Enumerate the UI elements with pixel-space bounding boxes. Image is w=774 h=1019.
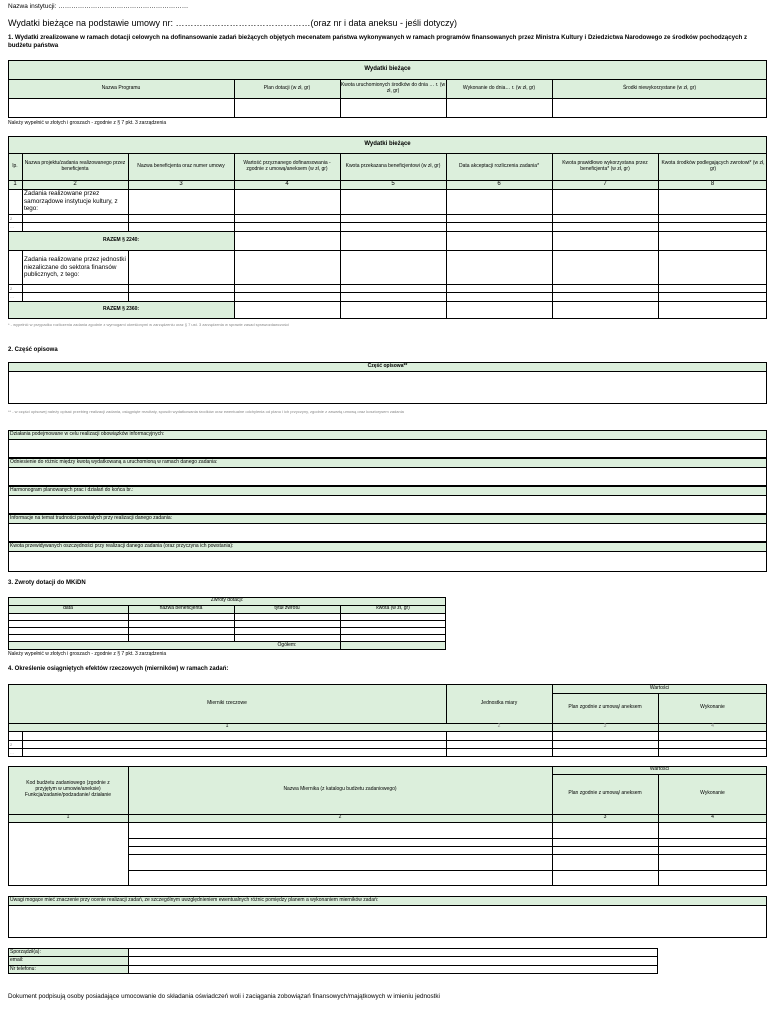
section-4-heading: 4. Określenie osiągniętych efektów rzeczowych (mierników) w ramach zadań:	[8, 666, 229, 672]
sum-2240-label: RAZEM § 2240:	[102, 236, 140, 243]
row-mark: 2	[10, 216, 13, 221]
col-to-return: Kwota środków podlegających zwrotowi* (w zł, gr)	[661, 159, 765, 172]
row-mark: 2	[10, 286, 13, 291]
col-granted: Wartość przyznanego dofinansowania - zgodnie z umową/aneksem (w zł, gr)	[243, 159, 331, 172]
col-num-8: 8	[710, 181, 715, 188]
refunds-title: Zwroty dotacji:	[210, 597, 244, 604]
table-1-title: Wydatki bieżące	[364, 66, 411, 73]
budget-values-header: Wartości	[649, 766, 670, 773]
institution-name-label: Nazwa instytucji: ……………………………………………………	[8, 3, 189, 10]
measures-num-4: 4	[711, 723, 714, 730]
col-num-5: 5	[391, 181, 395, 188]
measures-col-execution: Wykonanie	[700, 704, 725, 711]
budget-num-4: 4	[711, 814, 714, 821]
footnote-2: ** - w części opisowej należy opisać przebieg realizacji zadania, osiągnięte rezultaty, sposób wydatkowania środków oraz ewentualne odchylenia od planu i ich przyczyny, zgodnie z zawartą umową oraz kosztorysem zadania	[8, 409, 404, 414]
section-3-heading: 3. Zwroty dotacji do MKiDN	[8, 580, 86, 586]
prepared-by-field[interactable]	[129, 948, 657, 956]
info-duties-label: Działania podejmowane w celu realizacji obowiązków informacyjnych:	[10, 431, 165, 437]
phone-label: Nr telefonu:	[10, 966, 36, 972]
footer-note: Dokument podpisują osoby posiadające umocowanie do składania oświadczeń woli i zaciągania zobowiązań finansowych/majątkowych w imieniu jednostki	[8, 993, 440, 1000]
table-2-title: Wydatki bieżące	[364, 141, 411, 148]
measures-col-unit: Jednostka miary	[480, 699, 518, 706]
remarks-label: Uwagi mogące mieć znaczenie przy ocenie realizacji zadań, ze szczególnym uwzględnieniem ewentualnych różnic pomiędzy planem a wykonaniem mierników zadań:	[10, 897, 379, 903]
sum-2360-label: RAZEM § 2360:	[102, 306, 140, 313]
prepared-by-label: Sporządził(a):	[10, 949, 41, 955]
refunds-total-label: Ogółem:	[277, 641, 297, 648]
note-1: Należy wypełnić w złotych i groszach - zgodnie z § 7 pkt. 3 zarządzenia	[8, 120, 167, 126]
budget-num-2: 2	[338, 814, 342, 821]
col-num-6: 6	[497, 181, 501, 188]
schedule-label: Harmonogram planowanych prac i działań do końca br.:	[10, 487, 134, 493]
budget-col-plan: Plan zgodnie z umową/ aneksem	[568, 790, 642, 797]
measures-num-2: 2	[497, 723, 501, 730]
refunds-col-date: data	[63, 605, 73, 612]
col-num-3: 3	[179, 181, 183, 188]
col-num-4: 4	[285, 181, 289, 188]
measures-num-3: 3	[603, 723, 607, 730]
page-title: Wydatki bieżące na podstawie umowy nr: ………………………………………(oraz nr i data aneksu - jeśli dotyczy)	[8, 18, 458, 28]
col-released: Kwota uruchomionych środków do dnia … r. (w zł, gr)	[340, 81, 446, 94]
budget-col-code: Kod budżetu zadaniowego (zgodnie z przyjętym w umowie/aneksie) Funkcja/zadanie/podzadanie/ działanie	[24, 780, 112, 798]
budget-col-execution: Wykonanie	[700, 790, 725, 797]
footnote-1: * - wypełnić w przypadku rozliczenia zadania zgodnie z wymogami określonymi w zarządzeniu oraz § 7 ust. 3 zarządzenia w sprawie zasad sprawozdawczości	[8, 322, 290, 327]
col-lp: lp.	[12, 162, 18, 169]
measures-col-name: Mierniki rzeczowe	[207, 699, 247, 706]
group-2-label: Zadania realizowane przez jednostki niezaliczane do sektora finansów publicznych, z tego:	[24, 256, 126, 279]
col-num-2: 2	[73, 181, 77, 188]
col-num-7: 7	[603, 181, 607, 188]
note-3: Należy wypełnić w złotych i groszach - zgodnie z § 7 pkt. 3 zarządzenia	[8, 651, 167, 657]
group-1-label: Zadania realizowane przez samorządowe instytucje kultury, z tego:	[24, 190, 118, 213]
section-1-heading: 1. Wydatki zrealizowane w ramach dotacji celowych na dofinansowanie zadań bieżących objętych mecenatem państwa wykonywanych w ramach programów finansowanych przez Ministra Kultury i Dziedzictwa Narodowego ze środków pochodzących z budżetu państwa	[8, 34, 748, 50]
differences-label: Odniesienie do różnic między kwotą wydatkowaną a uruchomioną w ramach danego zadania:	[10, 459, 218, 465]
row-mark: …	[10, 294, 14, 299]
col-project-name: Nazwa projektu/zadania realizowanego przez beneficjenta	[24, 159, 126, 172]
budget-num-3: 3	[603, 814, 607, 821]
col-transferred: Kwota przekazana beneficjentowi (w zł, gr)	[345, 162, 441, 169]
difficulties-label: Informacje na temat trudności powstałych przy realizacji danego zadania:	[10, 515, 173, 521]
col-num-1: 1	[13, 181, 17, 188]
phone-field[interactable]	[129, 966, 657, 974]
measures-num-1: 1	[225, 723, 229, 730]
row-mark: …	[10, 224, 14, 229]
savings-label: Kwota przewidywanych oszczędności przy realizacji danego zadania (oraz przyczyna ich powstania):	[10, 543, 234, 549]
email-field[interactable]	[129, 957, 657, 965]
col-acceptance-date: Data akceptacji rozliczenia zadania*	[458, 162, 540, 169]
row-mark: …	[10, 750, 14, 755]
refunds-col-amount: kwota (w zł, gr)	[376, 605, 410, 612]
refunds-col-beneficiary: nazwa beneficjenta	[159, 605, 203, 612]
col-plan: Plan dotacji (w zł, gr)	[263, 84, 311, 91]
budget-col-measure: Nazwa Miernika (z katalogu budżetu zadaniowego)	[283, 786, 397, 793]
measures-col-plan: Plan zgodnie z umową/ aneksem	[568, 704, 642, 711]
col-execution: Wykonanie do dnia… r. (w zł, gr)	[462, 84, 536, 91]
refunds-col-title: tytuł zwrotu	[274, 605, 300, 612]
budget-num-1: 1	[66, 814, 70, 821]
col-program-name: Nazwa Programu	[101, 84, 141, 91]
section-2-heading: 2. Część opisowa	[8, 347, 58, 353]
col-beneficiary: Nazwa beneficjenta oraz numer umowy	[137, 162, 225, 169]
measures-values-header: Wartości	[649, 684, 670, 691]
email-label: email:	[10, 957, 24, 963]
descriptive-part-title: Część opisowa**	[367, 362, 408, 369]
row-mark: 2	[10, 742, 13, 747]
col-unused: Środki niewykorzystane (w zł, gr)	[622, 84, 697, 91]
col-used-correctly: Kwota prawidłowo wykorzystana przez beneficjenta* (w zł, gr)	[562, 159, 648, 172]
